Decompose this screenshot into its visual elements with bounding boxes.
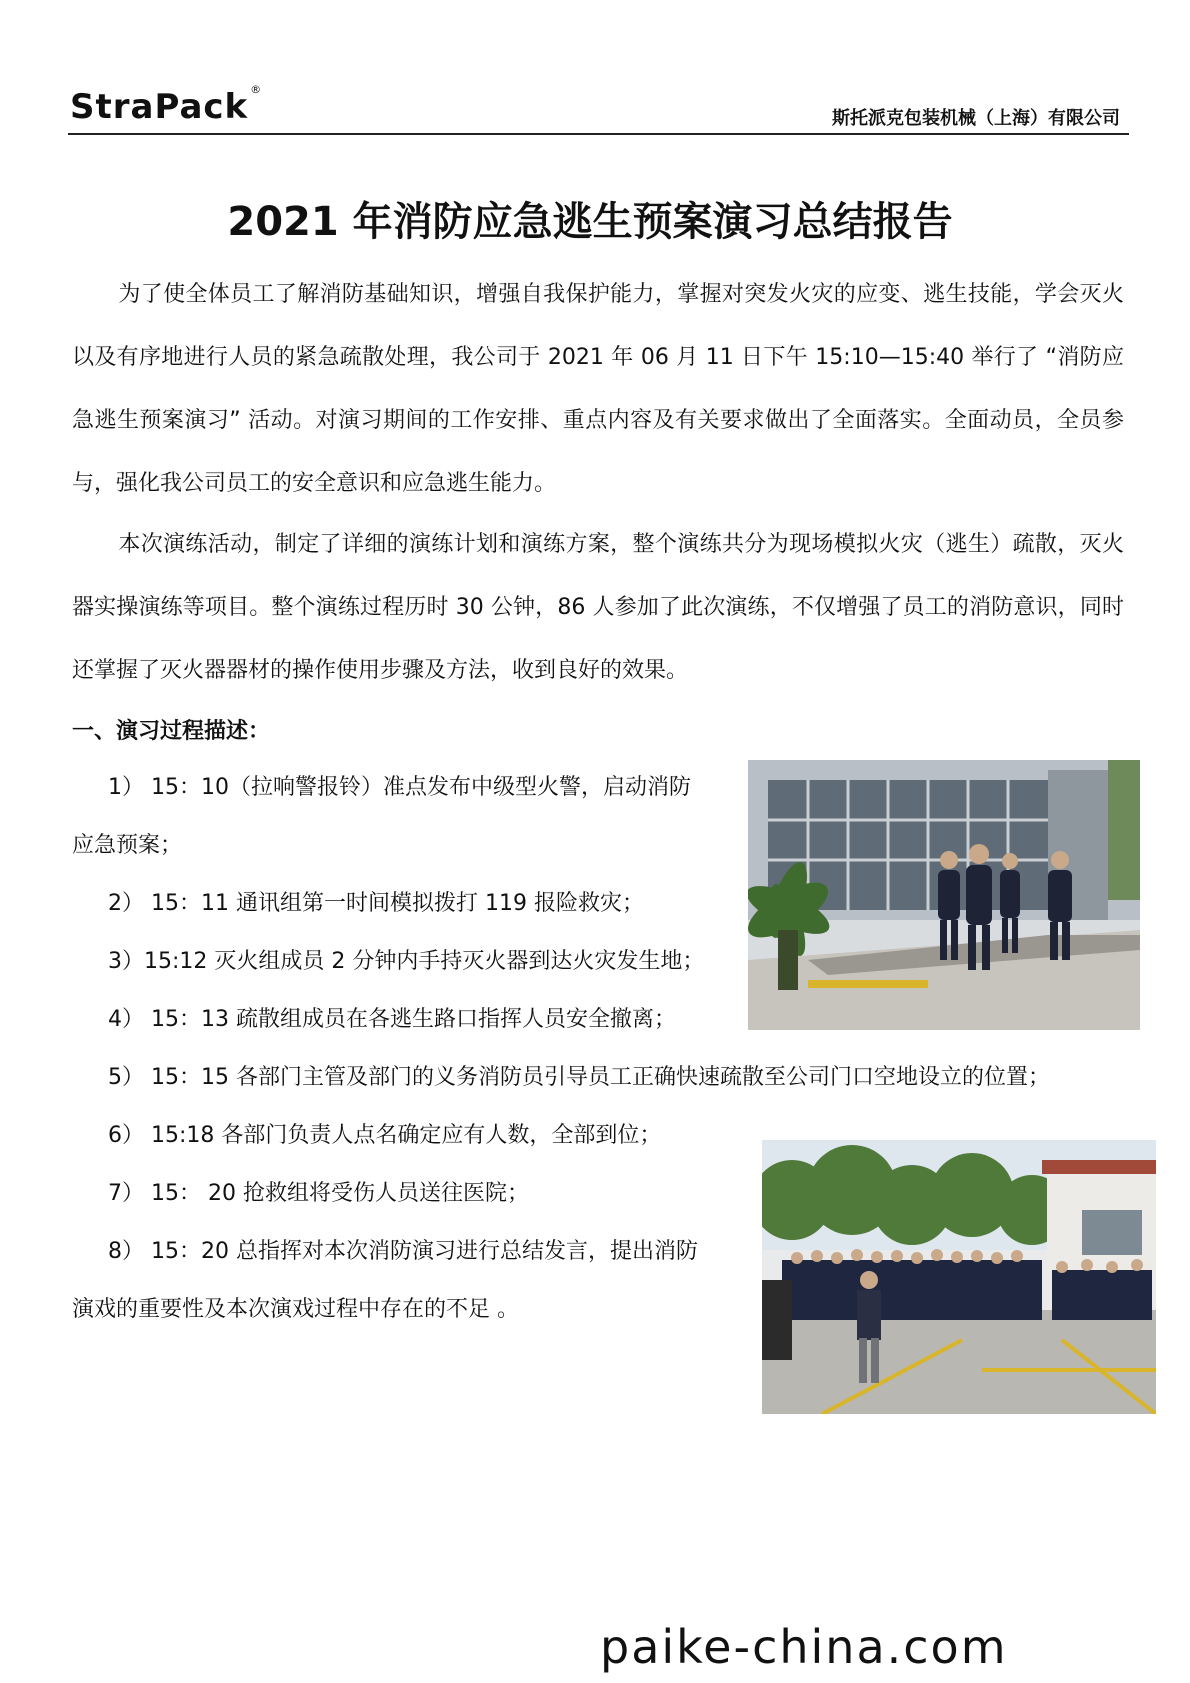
step-8-continued: 演戏的重要性及本次演戏过程中存在的不足 。 (72, 1297, 519, 1322)
logo-text: StraPack (70, 87, 249, 127)
step-1: 1） 15：10（拉响警报铃）准点发布中级型火警，启动消防 (108, 775, 691, 800)
watermark: paike-china.com (600, 1620, 1008, 1674)
step-3: 3）15:12 灭火组成员 2 分钟内手持灭火器到达火灾发生地； (108, 949, 705, 974)
step-5: 5） 15：15 各部门主管及部门的义务消防员引导员工正确快速疏散至公司门口空地设立的位置； (108, 1065, 1050, 1090)
step-6: 6） 15:18 各部门负责人点名确定应有人数，全部到位； (108, 1123, 662, 1148)
step-2: 2） 15：11 通讯组第一时间模拟拨打 119 报险救灾； (108, 891, 644, 916)
step-8: 8） 15：20 总指挥对本次消防演习进行总结发言，提出消防 (108, 1239, 698, 1264)
evacuation-photo (748, 760, 1140, 1030)
step-4: 4） 15：13 疏散组成员在各逃生路口指挥人员安全撤离； (108, 1007, 676, 1032)
section-heading: 一、演习过程描述： (72, 719, 271, 744)
step-1-continued: 应急预案； (72, 833, 183, 858)
page-title: 2021 年消防应急逃生预案演习总结报告 (227, 199, 953, 245)
company-logo (70, 83, 263, 127)
registered-mark: ® (250, 83, 263, 96)
intro-paragraph-1 (72, 263, 1124, 515)
step-7: 7） 15： 20 抢救组将受伤人员送往医院； (108, 1181, 529, 1206)
header-divider (68, 133, 1129, 135)
intro-paragraph-1-text: 为了使全体员工了解消防基础知识，增强自我保护能力，掌握对突发火灾的应变、逃生技能，学会灭火以及有序地进行人员的紧急疏散处理，我公司于 2021 年 06 月 11 日下午 15:10—15:40 举行了 “消防应急逃生预案演习” 活动。对演习期间的工作安排、重点内容及有关要求做出了全面落实。全面动员，全员参与，强化我公司员工的安全意识和应急逃生能力。 (72, 282, 1124, 496)
company-name: 斯托派克包装机械（上海）有限公司 (832, 108, 1120, 129)
intro-paragraph-2-text: 本次演练活动，制定了详细的演练计划和演练方案，整个演练共分为现场模拟火灾（逃生）疏散，灭火器实操演练等项目。整个演练过程历时 30 公钟，86 人参加了此次演练，不仅增强了员工的消防意识，同时还掌握了灭火器器材的操作使用步骤及方法，收到良好的效果。 (72, 532, 1124, 683)
assembly-photo (762, 1140, 1156, 1414)
intro-paragraph-2 (72, 513, 1124, 702)
